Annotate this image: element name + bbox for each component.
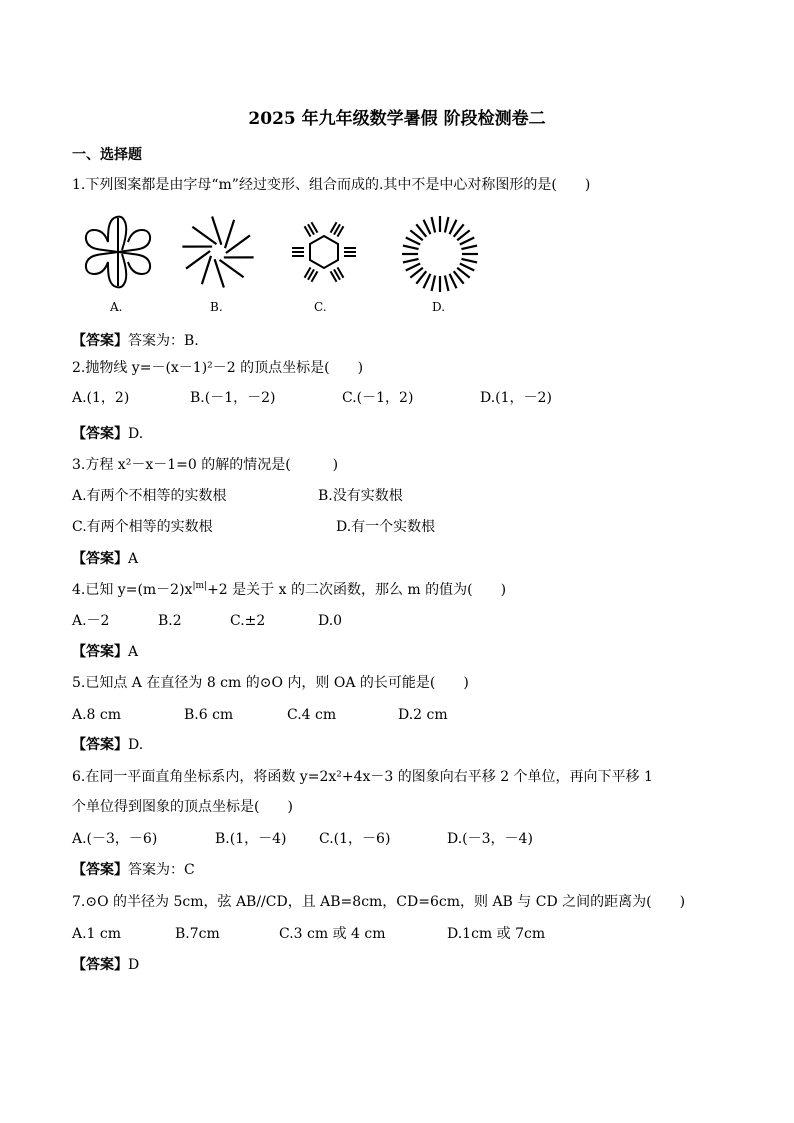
answer-bracket: 【答案】	[72, 737, 128, 753]
answer-text: 答案为：B.	[128, 333, 199, 349]
figure-a-label: A.	[110, 300, 123, 314]
question-6-text-line1: 6.在同一平面直角坐标系内，将函数 y=2x²+4x－3 的图象向右平移 2 个单位，再向下平移 1	[72, 769, 653, 785]
question-4-answer	[72, 642, 138, 662]
question-5-option-d: D.2 cm	[398, 707, 448, 723]
question-4-option-c: C.±2	[230, 613, 266, 629]
question-7-answer	[72, 955, 139, 975]
question-4-text-pre: 4.已知 y=(m－2)x	[72, 582, 193, 598]
answer-bracket: 【答案】	[72, 551, 128, 567]
question-1-figures	[72, 212, 502, 312]
question-3-option-b: B.没有实数根	[318, 488, 403, 504]
question-5-answer	[72, 735, 143, 755]
section-heading: 一、选择题	[72, 147, 142, 163]
question-6-option-a: A.(－3，－6)	[72, 831, 158, 847]
page-title: 2025 年九年级数学暑假 阶段检测卷二	[248, 109, 546, 129]
figure-c-hexagon	[284, 212, 364, 292]
question-7-text: 7.⊙O 的半径为 5cm，弦 AB//CD，且 AB=8cm，CD=6cm，则 AB 与 CD 之间的距离为( )	[72, 894, 686, 910]
question-2-option-b: B.(－1，－2)	[190, 390, 276, 406]
figure-c-label: C.	[314, 300, 327, 314]
question-4-text-post: +2 是关于 x 的二次函数，那么 m 的值为( )	[207, 582, 507, 598]
question-1-answer	[72, 331, 199, 351]
question-2-text: 2.抛物线 y=－(x－1)²－2 的顶点坐标是( )	[72, 360, 364, 376]
question-3-option-c: C.有两个相等的实数根	[72, 519, 213, 535]
question-7-option-d: D.1cm 或 7cm	[447, 926, 546, 942]
question-2-option-a: A.(1，2)	[72, 390, 130, 406]
question-2-option-d: D.(1，－2)	[480, 390, 552, 406]
question-5-text: 5.已知点 A 在直径为 8 cm 的⊙O 内，则 OA 的长可能是( )	[72, 675, 469, 691]
question-6-answer	[72, 860, 195, 880]
question-5-option-a: A.8 cm	[72, 707, 122, 723]
question-5-option-c: C.4 cm	[287, 707, 337, 723]
question-2-option-c: C.(－1，2)	[342, 390, 414, 406]
question-4-text	[72, 580, 506, 600]
question-3-answer	[72, 549, 138, 569]
answer-text: D	[128, 957, 140, 973]
question-6-option-c: C.(1，－6)	[319, 831, 391, 847]
figure-b-label: B.	[210, 300, 223, 314]
question-2-answer	[72, 424, 143, 444]
question-4-exponent: |m|	[192, 581, 208, 591]
answer-text: A	[128, 551, 139, 567]
question-1-text: 1.下列图案都是由字母“m”经过变形、组合而成的.其中不是中心对称图形的是( )	[72, 177, 591, 193]
question-7-option-b: B.7cm	[175, 926, 220, 942]
question-3-text: 3.方程 x²－x－1=0 的解的情况是( )	[72, 457, 339, 473]
question-7-option-c: C.3 cm 或 4 cm	[279, 926, 386, 942]
question-6-option-d: D.(－3，－4)	[447, 831, 533, 847]
answer-bracket: 【答案】	[72, 957, 128, 973]
question-4-option-a: A.－2	[72, 613, 110, 629]
answer-bracket: 【答案】	[72, 426, 128, 442]
question-6-option-b: B.(1，－4)	[215, 831, 287, 847]
question-3-option-d: D.有一个实数根	[336, 519, 436, 535]
figure-a-clover	[78, 212, 158, 292]
answer-bracket: 【答案】	[72, 333, 128, 349]
figure-d-sunburst	[398, 212, 482, 296]
question-6-text-line2: 个单位得到图象的顶点坐标是( )	[72, 799, 293, 815]
answer-bracket: 【答案】	[72, 644, 128, 660]
question-7-option-a: A.1 cm	[72, 926, 122, 942]
question-4-option-d: D.0	[318, 613, 343, 629]
answer-text: A	[128, 644, 139, 660]
answer-bracket: 【答案】	[72, 862, 128, 878]
answer-text: D.	[128, 426, 144, 442]
figure-d-label: D.	[432, 300, 446, 314]
figure-b-radial-star	[178, 212, 258, 292]
question-4-option-b: B.2	[158, 613, 182, 629]
question-5-option-b: B.6 cm	[184, 707, 234, 723]
question-3-option-a: A.有两个不相等的实数根	[72, 488, 227, 504]
answer-text: 答案为：C	[128, 862, 195, 878]
answer-text: D.	[128, 737, 144, 753]
